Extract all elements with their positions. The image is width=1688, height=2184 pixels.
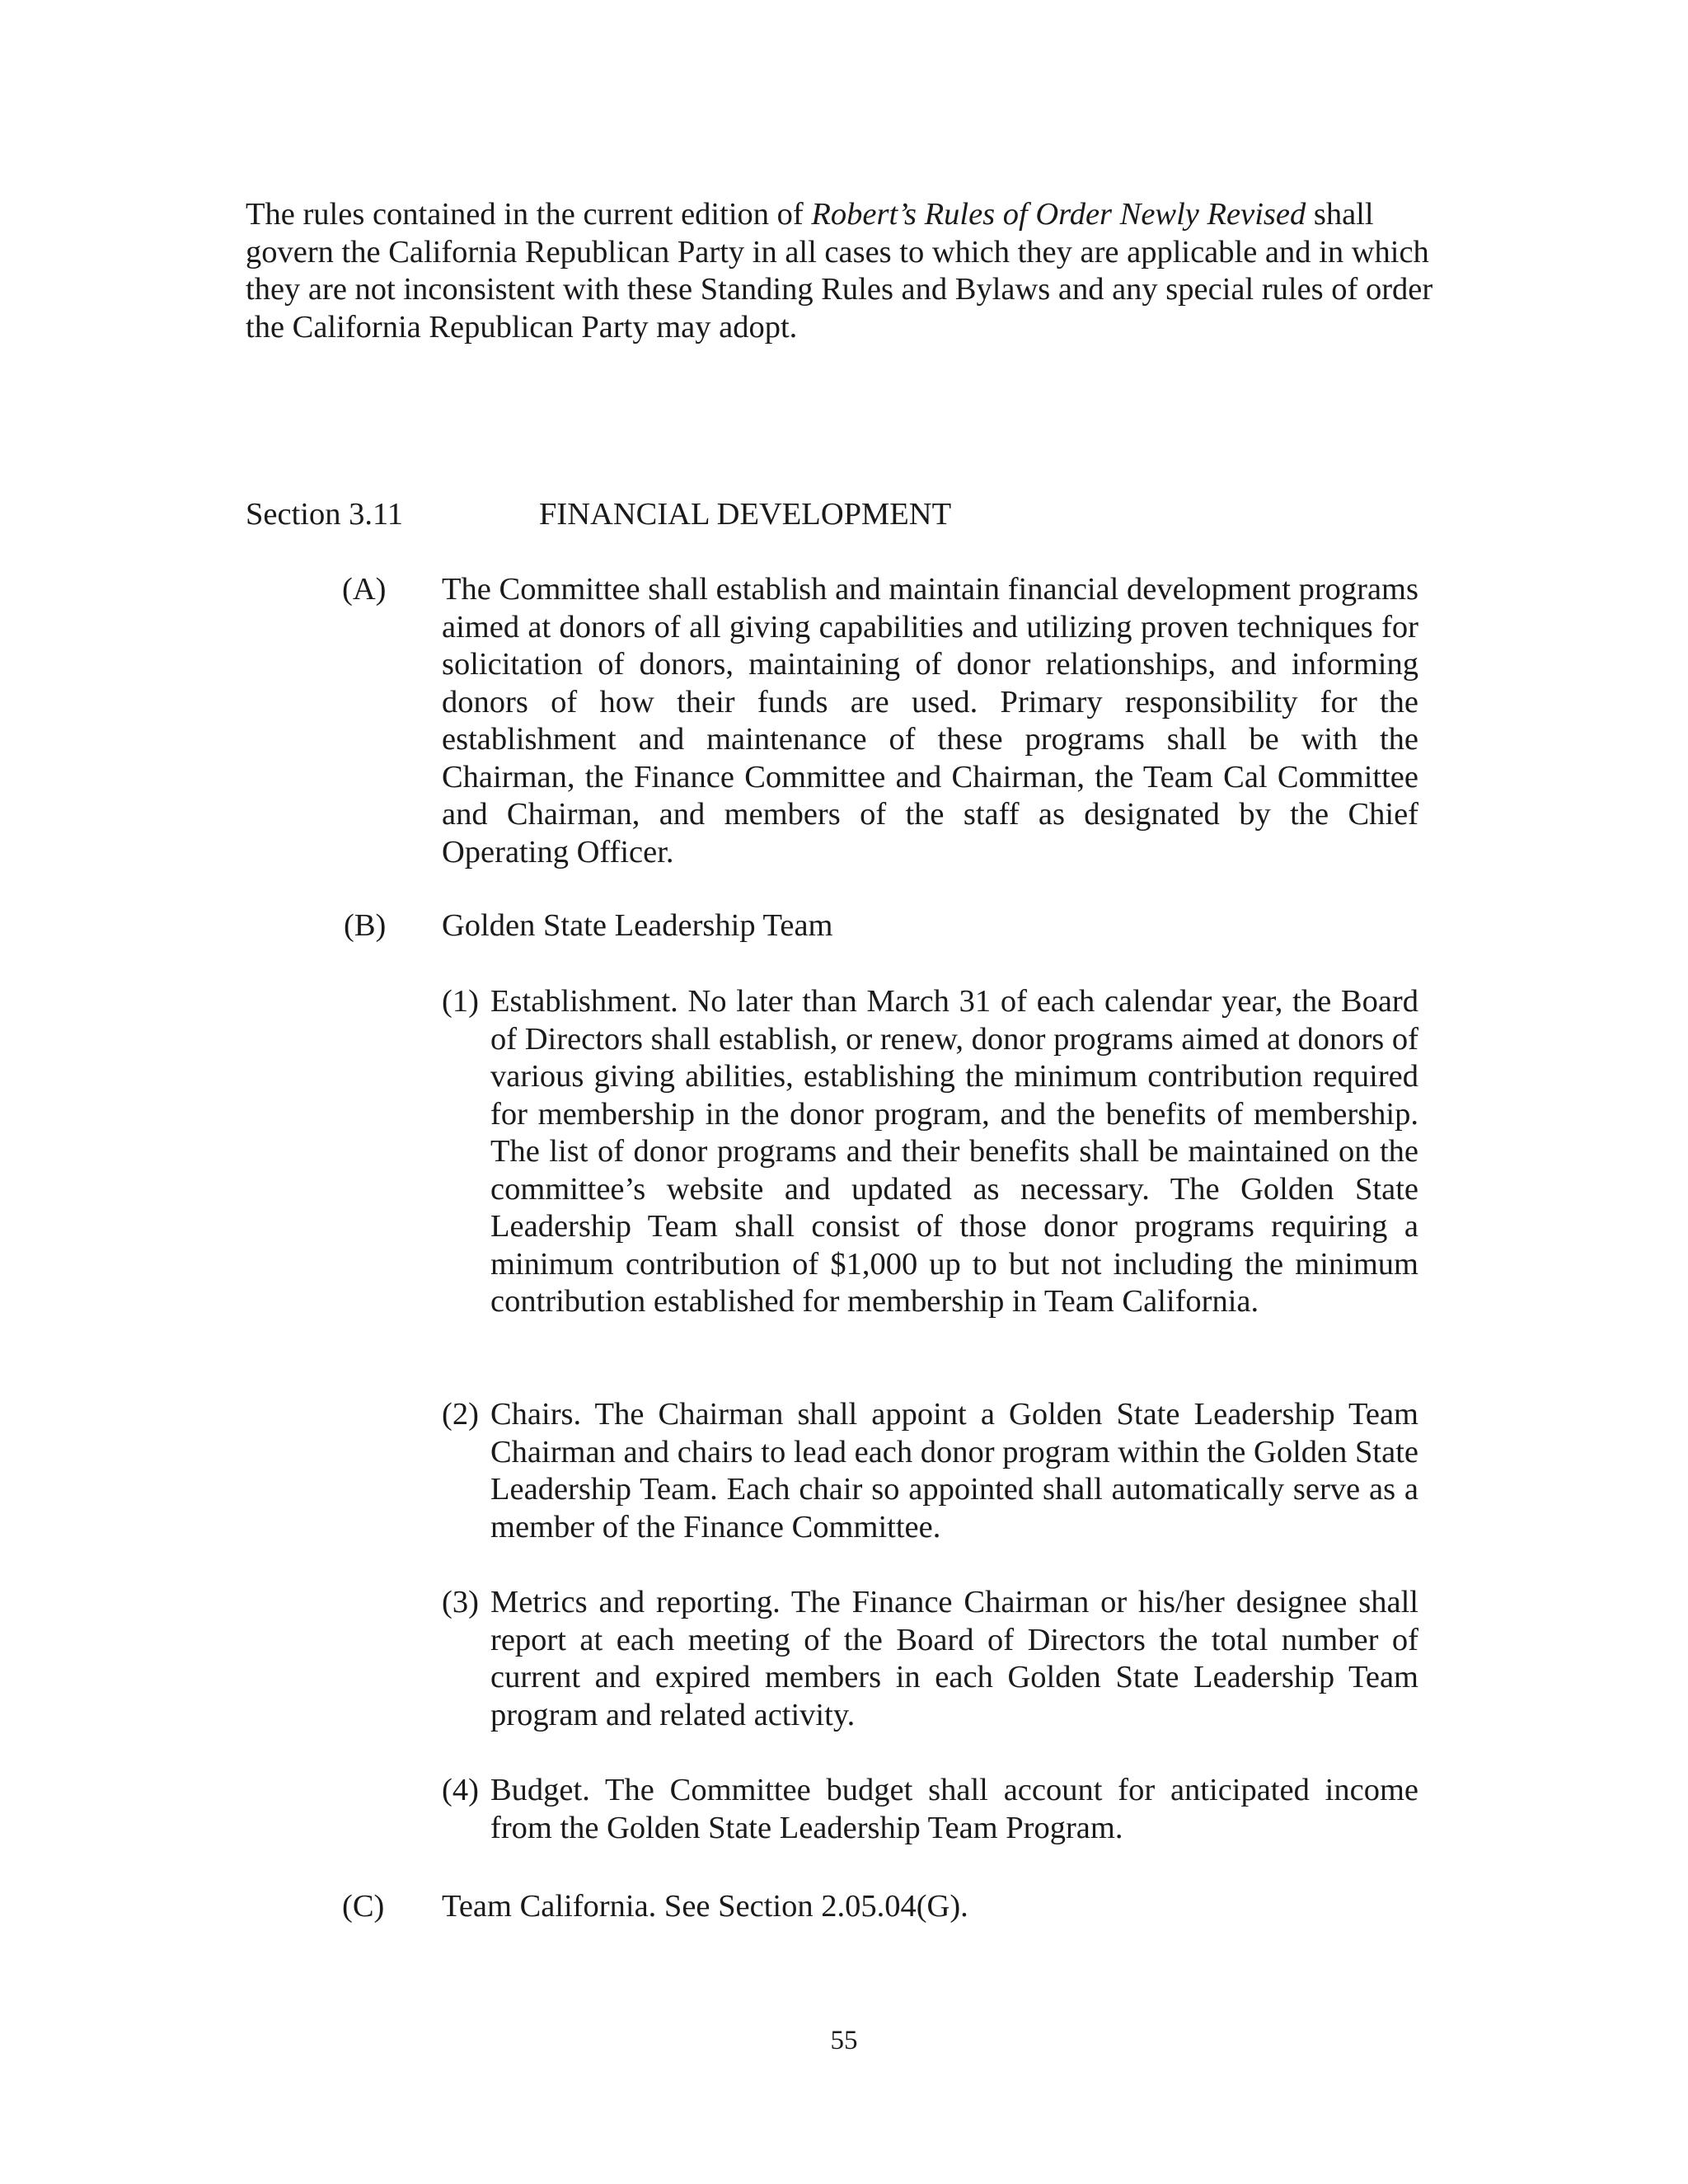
subparagraph-2-text: Chairs. The Chairman shall appoint a Golden State Leadership Team Chairman and chairs to lead each donor program within the Golden State Leadership Team. Each chair so appointed shall automatically serve as a member of the Finance Committee.	[490, 1397, 1418, 1544]
paragraph-a-marker: (A)	[342, 572, 387, 607]
subparagraph-2	[442, 1396, 1418, 1546]
intro-text-after: shall govern the California Republican Party in all cases to which they are applicable and in which they are not inconsistent with these Standing Rules and Bylaws and any special rules of order the California Republican Party may adopt.	[246, 197, 1433, 344]
section-title: FINANCIAL DEVELOPMENT	[539, 497, 952, 532]
paragraph-b-marker: (B)	[344, 908, 387, 943]
paragraph-c-marker: (C)	[342, 1889, 385, 1924]
subparagraph-2-number: (2)	[442, 1397, 479, 1432]
intro-paragraph	[246, 196, 1449, 346]
paragraph-b-heading: Golden State Leadership Team	[442, 908, 833, 943]
intro-text-before: The rules contained in the current edition of	[246, 197, 812, 232]
subparagraph-4	[442, 1772, 1418, 1847]
subparagraph-4-number: (4)	[442, 1773, 479, 1807]
subparagraph-4-text: Budget. The Committee budget shall account for anticipated income from the Golden State Leadership Team Program.	[490, 1773, 1418, 1845]
subparagraph-1	[442, 983, 1418, 1321]
page-number: 55	[830, 2026, 858, 2055]
subparagraph-3-number: (3)	[442, 1585, 479, 1619]
paragraph-c-text: Team California. See Section 2.05.04(G).	[442, 1889, 968, 1924]
rules-of-order-title: Robert’s Rules of Order Newly Revised	[811, 197, 1306, 232]
section-number: Section 3.11	[246, 497, 404, 532]
subparagraph-1-text: Establishment. No later than March 31 of each calendar year, the Board of Directors shall establish, or renew, donor programs aimed at donors of various giving abilities, establishing the minimum contribution required for membership in the donor program, and the benefits of membership. The list of donor programs and their benefits shall be maintained on the committee’s website and updated as necessary. The Golden State Leadership Team shall consist of those donor programs requiring a minimum contribution of $1,000 up to but not including the minimum contribution established for membership in Team California.	[490, 984, 1418, 1319]
subparagraph-1-number: (1)	[442, 984, 479, 1019]
subparagraph-3	[442, 1584, 1418, 1734]
paragraph-a-text: The Committee shall establish and maintain financial development programs aimed at donors of all giving capabilities and utilizing proven techniques for solicitation of donors, maintaining of donor relationships, and informing donors of how their funds are used. Primary responsibility for the establishment and maintenance of these programs shall be with the Chairman, the Finance Committee and Chairman, the Team Cal Committee and Chairman, and members of the staff as designated by the Chief Operating Officer.	[442, 572, 1418, 869]
subparagraph-3-text: Metrics and reporting. The Finance Chairman or his/her designee shall report at each meeting of the Board of Directors the total number of current and expired members in each Golden State Leadership Team program and related activity.	[490, 1585, 1418, 1732]
